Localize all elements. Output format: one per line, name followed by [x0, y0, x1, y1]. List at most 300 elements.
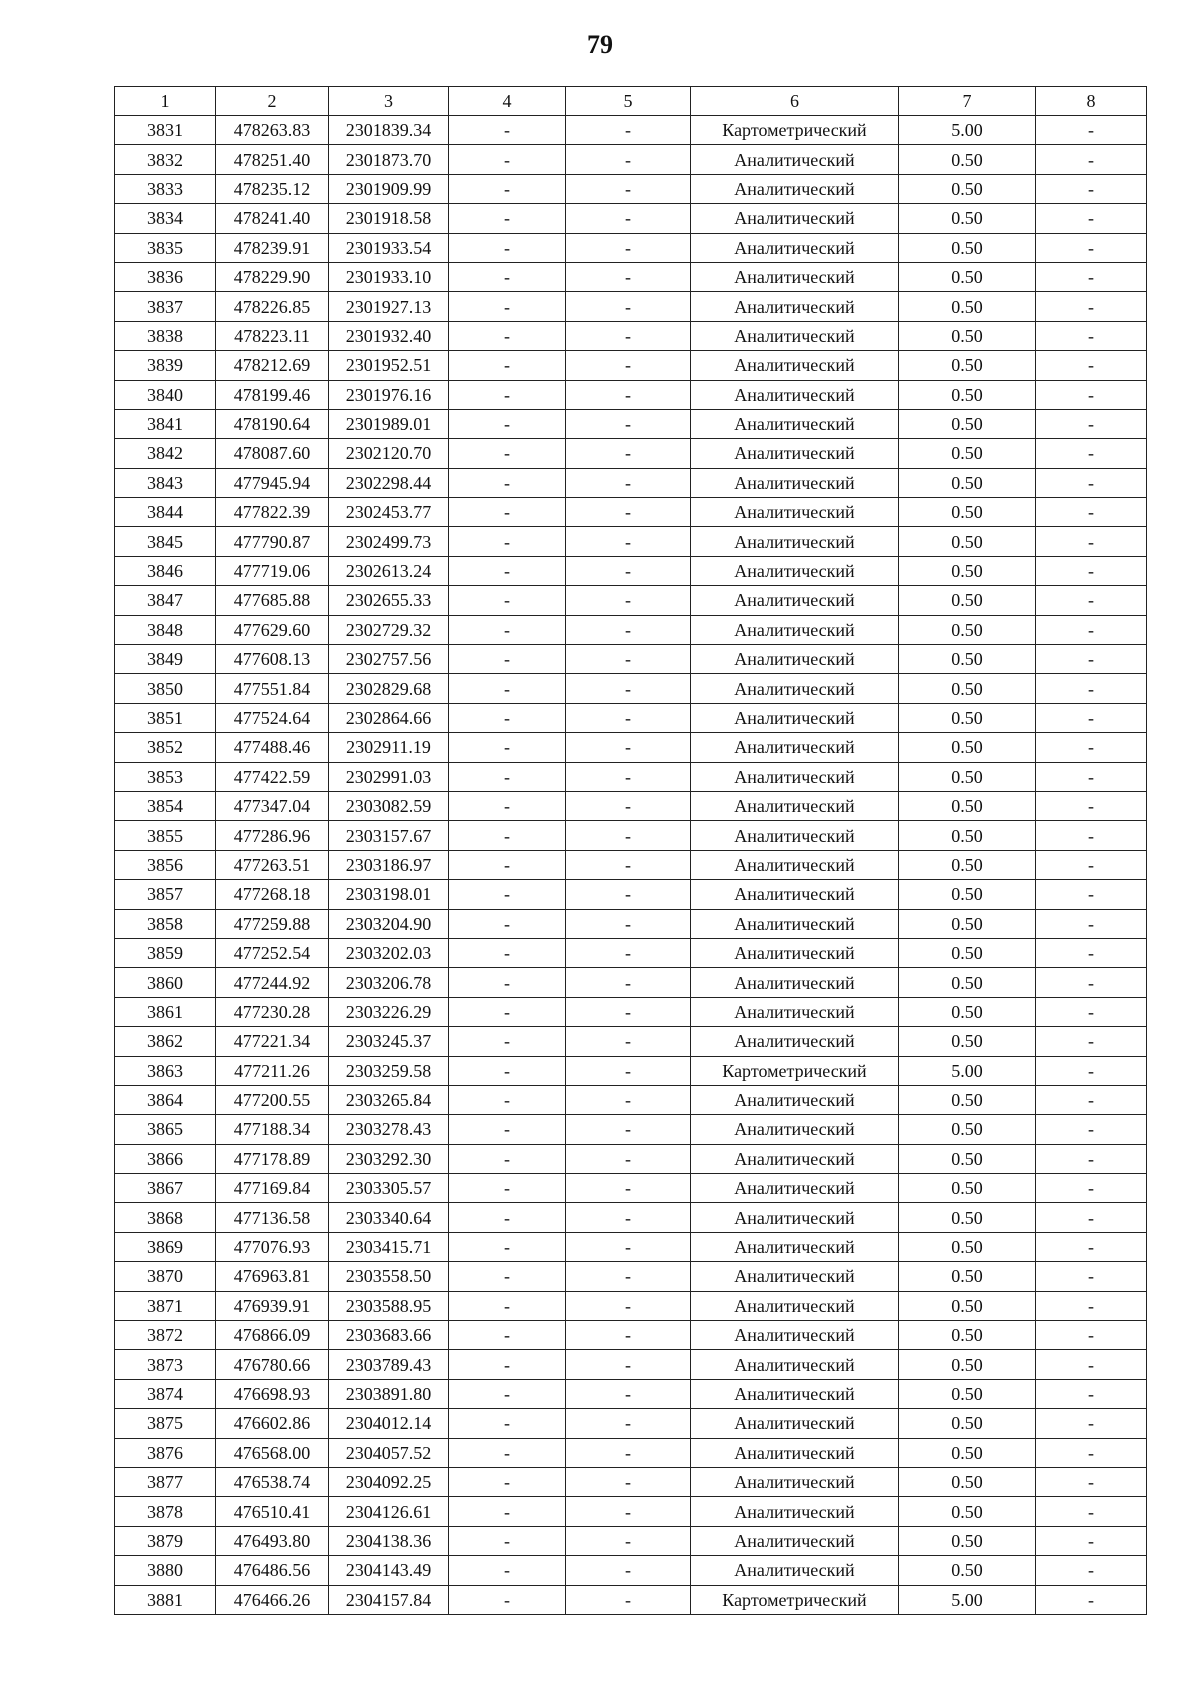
column-5-cell: - — [566, 439, 691, 468]
method-cell: Аналитический — [691, 1203, 899, 1232]
column-4-cell: - — [449, 116, 566, 145]
point-number: 3839 — [115, 351, 216, 380]
point-number: 3881 — [115, 1585, 216, 1614]
coordinate-y: 2301933.54 — [329, 233, 449, 262]
column-4-cell: - — [449, 1467, 566, 1496]
method-cell: Аналитический — [691, 968, 899, 997]
column-header: 5 — [566, 87, 691, 116]
coordinate-y: 2303082.59 — [329, 791, 449, 820]
point-number: 3856 — [115, 850, 216, 879]
column-4-cell: - — [449, 821, 566, 850]
column-4-cell: - — [449, 174, 566, 203]
table-row — [115, 556, 1147, 585]
column-header: 7 — [899, 87, 1036, 116]
point-number: 3833 — [115, 174, 216, 203]
table-row — [115, 116, 1147, 145]
point-number: 3865 — [115, 1115, 216, 1144]
method-cell: Аналитический — [691, 409, 899, 438]
point-number: 3866 — [115, 1144, 216, 1173]
method-cell: Аналитический — [691, 880, 899, 909]
table-row — [115, 321, 1147, 350]
method-cell: Аналитический — [691, 1526, 899, 1555]
column-5-cell: - — [566, 174, 691, 203]
column-8-cell: - — [1036, 468, 1147, 497]
point-number: 3840 — [115, 380, 216, 409]
column-8-cell: - — [1036, 997, 1147, 1026]
method-cell: Аналитический — [691, 204, 899, 233]
column-5-cell: - — [566, 351, 691, 380]
coordinate-y: 2304157.84 — [329, 1585, 449, 1614]
coordinate-y: 2303278.43 — [329, 1115, 449, 1144]
column-8-cell: - — [1036, 1321, 1147, 1350]
method-cell: Аналитический — [691, 321, 899, 350]
coordinate-x: 477719.06 — [216, 556, 329, 585]
point-number: 3857 — [115, 880, 216, 909]
column-8-cell: - — [1036, 1556, 1147, 1585]
point-number: 3870 — [115, 1262, 216, 1291]
page-number: 79 — [587, 30, 613, 59]
method-cell: Аналитический — [691, 1085, 899, 1114]
column-5-cell: - — [566, 733, 691, 762]
column-8-cell: - — [1036, 174, 1147, 203]
point-number: 3843 — [115, 468, 216, 497]
column-8-cell: - — [1036, 1027, 1147, 1056]
accuracy-cell: 0.50 — [899, 1262, 1036, 1291]
accuracy-cell: 0.50 — [899, 556, 1036, 585]
table-header-row — [115, 87, 1147, 116]
column-8-cell: - — [1036, 938, 1147, 967]
column-5-cell: - — [566, 968, 691, 997]
coordinate-y: 2302991.03 — [329, 762, 449, 791]
method-cell: Аналитический — [691, 703, 899, 732]
column-5-cell: - — [566, 880, 691, 909]
method-cell: Аналитический — [691, 145, 899, 174]
accuracy-cell: 0.50 — [899, 233, 1036, 262]
coordinate-x: 476780.66 — [216, 1350, 329, 1379]
method-cell: Аналитический — [691, 1467, 899, 1496]
column-4-cell: - — [449, 1203, 566, 1232]
coordinate-x: 477524.64 — [216, 703, 329, 732]
coordinate-x: 476493.80 — [216, 1526, 329, 1555]
accuracy-cell: 0.50 — [899, 615, 1036, 644]
accuracy-cell: 0.50 — [899, 1232, 1036, 1261]
coordinate-x: 476939.91 — [216, 1291, 329, 1320]
column-4-cell: - — [449, 351, 566, 380]
column-8-cell: - — [1036, 262, 1147, 291]
column-8-cell: - — [1036, 439, 1147, 468]
column-8-cell: - — [1036, 880, 1147, 909]
point-number: 3855 — [115, 821, 216, 850]
point-number: 3858 — [115, 909, 216, 938]
column-8-cell: - — [1036, 321, 1147, 350]
coordinate-x: 477945.94 — [216, 468, 329, 497]
table-row — [115, 1497, 1147, 1526]
table-row — [115, 791, 1147, 820]
column-5-cell: - — [566, 321, 691, 350]
column-8-cell: - — [1036, 233, 1147, 262]
accuracy-cell: 0.50 — [899, 821, 1036, 850]
column-4-cell: - — [449, 850, 566, 879]
coordinate-x: 477188.34 — [216, 1115, 329, 1144]
table-row — [115, 262, 1147, 291]
coordinate-x: 478235.12 — [216, 174, 329, 203]
column-5-cell: - — [566, 586, 691, 615]
column-4-cell: - — [449, 586, 566, 615]
accuracy-cell: 0.50 — [899, 1497, 1036, 1526]
column-5-cell: - — [566, 145, 691, 174]
coordinate-x: 477221.34 — [216, 1027, 329, 1056]
column-4-cell: - — [449, 527, 566, 556]
table-row — [115, 409, 1147, 438]
column-4-cell: - — [449, 1144, 566, 1173]
point-number: 3845 — [115, 527, 216, 556]
column-8-cell: - — [1036, 1262, 1147, 1291]
accuracy-cell: 0.50 — [899, 703, 1036, 732]
column-8-cell: - — [1036, 351, 1147, 380]
column-8-cell: - — [1036, 1174, 1147, 1203]
column-8-cell: - — [1036, 1585, 1147, 1614]
method-cell: Аналитический — [691, 1291, 899, 1320]
point-number: 3879 — [115, 1526, 216, 1555]
column-header: 8 — [1036, 87, 1147, 116]
point-number: 3875 — [115, 1409, 216, 1438]
coordinate-x: 477252.54 — [216, 938, 329, 967]
method-cell: Аналитический — [691, 733, 899, 762]
accuracy-cell: 0.50 — [899, 1467, 1036, 1496]
coordinates-table — [114, 86, 1147, 1615]
point-number: 3876 — [115, 1438, 216, 1467]
column-header: 2 — [216, 87, 329, 116]
column-4-cell: - — [449, 1027, 566, 1056]
column-8-cell: - — [1036, 821, 1147, 850]
column-8-cell: - — [1036, 615, 1147, 644]
coordinate-x: 477230.28 — [216, 997, 329, 1026]
column-4-cell: - — [449, 439, 566, 468]
table-row — [115, 850, 1147, 879]
column-8-cell: - — [1036, 204, 1147, 233]
table-row — [115, 1467, 1147, 1496]
accuracy-cell: 0.50 — [899, 880, 1036, 909]
column-4-cell: - — [449, 1321, 566, 1350]
point-number: 3862 — [115, 1027, 216, 1056]
table-row — [115, 645, 1147, 674]
column-5-cell: - — [566, 527, 691, 556]
column-8-cell: - — [1036, 733, 1147, 762]
table-row — [115, 1291, 1147, 1320]
coordinate-x: 477608.13 — [216, 645, 329, 674]
coordinate-y: 2303245.37 — [329, 1027, 449, 1056]
coordinate-y: 2303415.71 — [329, 1232, 449, 1261]
column-5-cell: - — [566, 204, 691, 233]
coordinate-y: 2303683.66 — [329, 1321, 449, 1350]
coordinate-y: 2301918.58 — [329, 204, 449, 233]
accuracy-cell: 0.50 — [899, 1027, 1036, 1056]
coordinate-y: 2303305.57 — [329, 1174, 449, 1203]
coordinate-y: 2304126.61 — [329, 1497, 449, 1526]
coordinate-x: 478223.11 — [216, 321, 329, 350]
coordinate-x: 477422.59 — [216, 762, 329, 791]
table-row — [115, 1174, 1147, 1203]
coordinate-y: 2304138.36 — [329, 1526, 449, 1555]
column-4-cell: - — [449, 1556, 566, 1585]
column-header: 4 — [449, 87, 566, 116]
point-number: 3860 — [115, 968, 216, 997]
point-number: 3835 — [115, 233, 216, 262]
point-number: 3849 — [115, 645, 216, 674]
column-5-cell: - — [566, 674, 691, 703]
table-row — [115, 762, 1147, 791]
column-4-cell: - — [449, 1438, 566, 1467]
point-number: 3877 — [115, 1467, 216, 1496]
column-4-cell: - — [449, 1585, 566, 1614]
table-row — [115, 615, 1147, 644]
column-5-cell: - — [566, 409, 691, 438]
accuracy-cell: 0.50 — [899, 145, 1036, 174]
method-cell: Аналитический — [691, 262, 899, 291]
point-number: 3864 — [115, 1085, 216, 1114]
column-5-cell: - — [566, 1526, 691, 1555]
coordinate-y: 2303202.03 — [329, 938, 449, 967]
column-5-cell: - — [566, 1438, 691, 1467]
coordinate-y: 2302298.44 — [329, 468, 449, 497]
coordinate-y: 2302120.70 — [329, 439, 449, 468]
column-5-cell: - — [566, 498, 691, 527]
accuracy-cell: 0.50 — [899, 674, 1036, 703]
column-8-cell: - — [1036, 498, 1147, 527]
point-number: 3852 — [115, 733, 216, 762]
column-4-cell: - — [449, 468, 566, 497]
table-row — [115, 174, 1147, 203]
method-cell: Картометрический — [691, 116, 899, 145]
column-5-cell: - — [566, 938, 691, 967]
column-4-cell: - — [449, 909, 566, 938]
column-4-cell: - — [449, 1232, 566, 1261]
accuracy-cell: 0.50 — [899, 351, 1036, 380]
table-row — [115, 968, 1147, 997]
point-number: 3874 — [115, 1379, 216, 1408]
accuracy-cell: 0.50 — [899, 791, 1036, 820]
column-4-cell: - — [449, 1379, 566, 1408]
accuracy-cell: 0.50 — [899, 1438, 1036, 1467]
column-8-cell: - — [1036, 1526, 1147, 1555]
table-row — [115, 145, 1147, 174]
accuracy-cell: 0.50 — [899, 409, 1036, 438]
point-number: 3837 — [115, 292, 216, 321]
column-8-cell: - — [1036, 1085, 1147, 1114]
coordinate-x: 476963.81 — [216, 1262, 329, 1291]
column-8-cell: - — [1036, 145, 1147, 174]
column-5-cell: - — [566, 1174, 691, 1203]
method-cell: Аналитический — [691, 1438, 899, 1467]
column-8-cell: - — [1036, 527, 1147, 556]
method-cell: Аналитический — [691, 645, 899, 674]
accuracy-cell: 0.50 — [899, 938, 1036, 967]
point-number: 3846 — [115, 556, 216, 585]
column-8-cell: - — [1036, 1409, 1147, 1438]
method-cell: Аналитический — [691, 997, 899, 1026]
coordinate-x: 477286.96 — [216, 821, 329, 850]
coordinate-y: 2302757.56 — [329, 645, 449, 674]
column-8-cell: - — [1036, 703, 1147, 732]
column-4-cell: - — [449, 292, 566, 321]
coordinate-y: 2301976.16 — [329, 380, 449, 409]
point-number: 3842 — [115, 439, 216, 468]
column-5-cell: - — [566, 1556, 691, 1585]
column-5-cell: - — [566, 1409, 691, 1438]
method-cell: Аналитический — [691, 586, 899, 615]
point-number: 3848 — [115, 615, 216, 644]
coordinate-y: 2301927.13 — [329, 292, 449, 321]
accuracy-cell: 0.50 — [899, 1321, 1036, 1350]
column-8-cell: - — [1036, 1144, 1147, 1173]
method-cell: Аналитический — [691, 674, 899, 703]
column-5-cell: - — [566, 1144, 691, 1173]
method-cell: Аналитический — [691, 1379, 899, 1408]
accuracy-cell: 0.50 — [899, 527, 1036, 556]
coordinate-y: 2303186.97 — [329, 850, 449, 879]
column-8-cell: - — [1036, 1291, 1147, 1320]
accuracy-cell: 0.50 — [899, 1379, 1036, 1408]
table-row — [115, 380, 1147, 409]
point-number: 3880 — [115, 1556, 216, 1585]
coordinate-y: 2302911.19 — [329, 733, 449, 762]
coordinate-y: 2302499.73 — [329, 527, 449, 556]
table-row — [115, 1056, 1147, 1085]
point-number: 3844 — [115, 498, 216, 527]
accuracy-cell: 0.50 — [899, 1174, 1036, 1203]
column-8-cell: - — [1036, 1056, 1147, 1085]
accuracy-cell: 0.50 — [899, 439, 1036, 468]
coordinate-x: 477790.87 — [216, 527, 329, 556]
column-4-cell: - — [449, 1497, 566, 1526]
column-5-cell: - — [566, 850, 691, 879]
method-cell: Аналитический — [691, 351, 899, 380]
column-4-cell: - — [449, 1056, 566, 1085]
point-number: 3878 — [115, 1497, 216, 1526]
coordinate-y: 2303789.43 — [329, 1350, 449, 1379]
method-cell: Аналитический — [691, 527, 899, 556]
coordinate-x: 477822.39 — [216, 498, 329, 527]
table-row — [115, 498, 1147, 527]
method-cell: Аналитический — [691, 791, 899, 820]
accuracy-cell: 0.50 — [899, 1203, 1036, 1232]
column-8-cell: - — [1036, 1115, 1147, 1144]
coordinate-x: 476698.93 — [216, 1379, 329, 1408]
column-4-cell: - — [449, 938, 566, 967]
method-cell: Аналитический — [691, 468, 899, 497]
column-4-cell: - — [449, 733, 566, 762]
column-5-cell: - — [566, 233, 691, 262]
point-number: 3859 — [115, 938, 216, 967]
column-4-cell: - — [449, 145, 566, 174]
column-5-cell: - — [566, 703, 691, 732]
column-8-cell: - — [1036, 380, 1147, 409]
coordinate-x: 478239.91 — [216, 233, 329, 262]
coordinate-y: 2301989.01 — [329, 409, 449, 438]
coordinate-y: 2303259.58 — [329, 1056, 449, 1085]
accuracy-cell: 0.50 — [899, 321, 1036, 350]
column-4-cell: - — [449, 1174, 566, 1203]
column-8-cell: - — [1036, 762, 1147, 791]
coordinate-y: 2302829.68 — [329, 674, 449, 703]
table-row — [115, 674, 1147, 703]
coordinate-y: 2304012.14 — [329, 1409, 449, 1438]
column-5-cell: - — [566, 116, 691, 145]
coordinate-x: 478199.46 — [216, 380, 329, 409]
coordinate-y: 2303340.64 — [329, 1203, 449, 1232]
accuracy-cell: 0.50 — [899, 262, 1036, 291]
column-8-cell: - — [1036, 909, 1147, 938]
point-number: 3861 — [115, 997, 216, 1026]
column-5-cell: - — [566, 1027, 691, 1056]
column-5-cell: - — [566, 615, 691, 644]
coordinate-x: 478229.90 — [216, 262, 329, 291]
accuracy-cell: 0.50 — [899, 909, 1036, 938]
method-cell: Аналитический — [691, 1556, 899, 1585]
column-8-cell: - — [1036, 645, 1147, 674]
coordinate-x: 476466.26 — [216, 1585, 329, 1614]
coordinate-x: 478263.83 — [216, 116, 329, 145]
table-row — [115, 1556, 1147, 1585]
column-5-cell: - — [566, 909, 691, 938]
column-8-cell: - — [1036, 586, 1147, 615]
column-8-cell: - — [1036, 1203, 1147, 1232]
column-5-cell: - — [566, 380, 691, 409]
point-number: 3871 — [115, 1291, 216, 1320]
accuracy-cell: 0.50 — [899, 1115, 1036, 1144]
point-number: 3832 — [115, 145, 216, 174]
coordinate-x: 477244.92 — [216, 968, 329, 997]
table-row — [115, 1232, 1147, 1261]
method-cell: Аналитический — [691, 1321, 899, 1350]
coordinate-x: 478241.40 — [216, 204, 329, 233]
column-8-cell: - — [1036, 1467, 1147, 1496]
accuracy-cell: 0.50 — [899, 1350, 1036, 1379]
column-header: 6 — [691, 87, 899, 116]
coordinate-y: 2302864.66 — [329, 703, 449, 732]
column-5-cell: - — [566, 1379, 691, 1408]
table-row — [115, 1203, 1147, 1232]
column-5-cell: - — [566, 468, 691, 497]
method-cell: Картометрический — [691, 1056, 899, 1085]
column-5-cell: - — [566, 1085, 691, 1114]
point-number: 3850 — [115, 674, 216, 703]
coordinate-y: 2303891.80 — [329, 1379, 449, 1408]
column-4-cell: - — [449, 556, 566, 585]
coordinate-y: 2303157.67 — [329, 821, 449, 850]
column-4-cell: - — [449, 262, 566, 291]
point-number: 3854 — [115, 791, 216, 820]
column-8-cell: - — [1036, 292, 1147, 321]
accuracy-cell: 0.50 — [899, 968, 1036, 997]
coordinate-y: 2303588.95 — [329, 1291, 449, 1320]
coordinate-x: 477136.58 — [216, 1203, 329, 1232]
accuracy-cell: 0.50 — [899, 762, 1036, 791]
table-row — [115, 1585, 1147, 1614]
table-row — [115, 468, 1147, 497]
table-row — [115, 586, 1147, 615]
column-8-cell: - — [1036, 1438, 1147, 1467]
column-8-cell: - — [1036, 556, 1147, 585]
method-cell: Картометрический — [691, 1585, 899, 1614]
point-number: 3863 — [115, 1056, 216, 1085]
coordinate-x: 477211.26 — [216, 1056, 329, 1085]
accuracy-cell: 0.50 — [899, 645, 1036, 674]
table-row — [115, 1321, 1147, 1350]
accuracy-cell: 0.50 — [899, 204, 1036, 233]
column-4-cell: - — [449, 674, 566, 703]
coordinate-y: 2303292.30 — [329, 1144, 449, 1173]
